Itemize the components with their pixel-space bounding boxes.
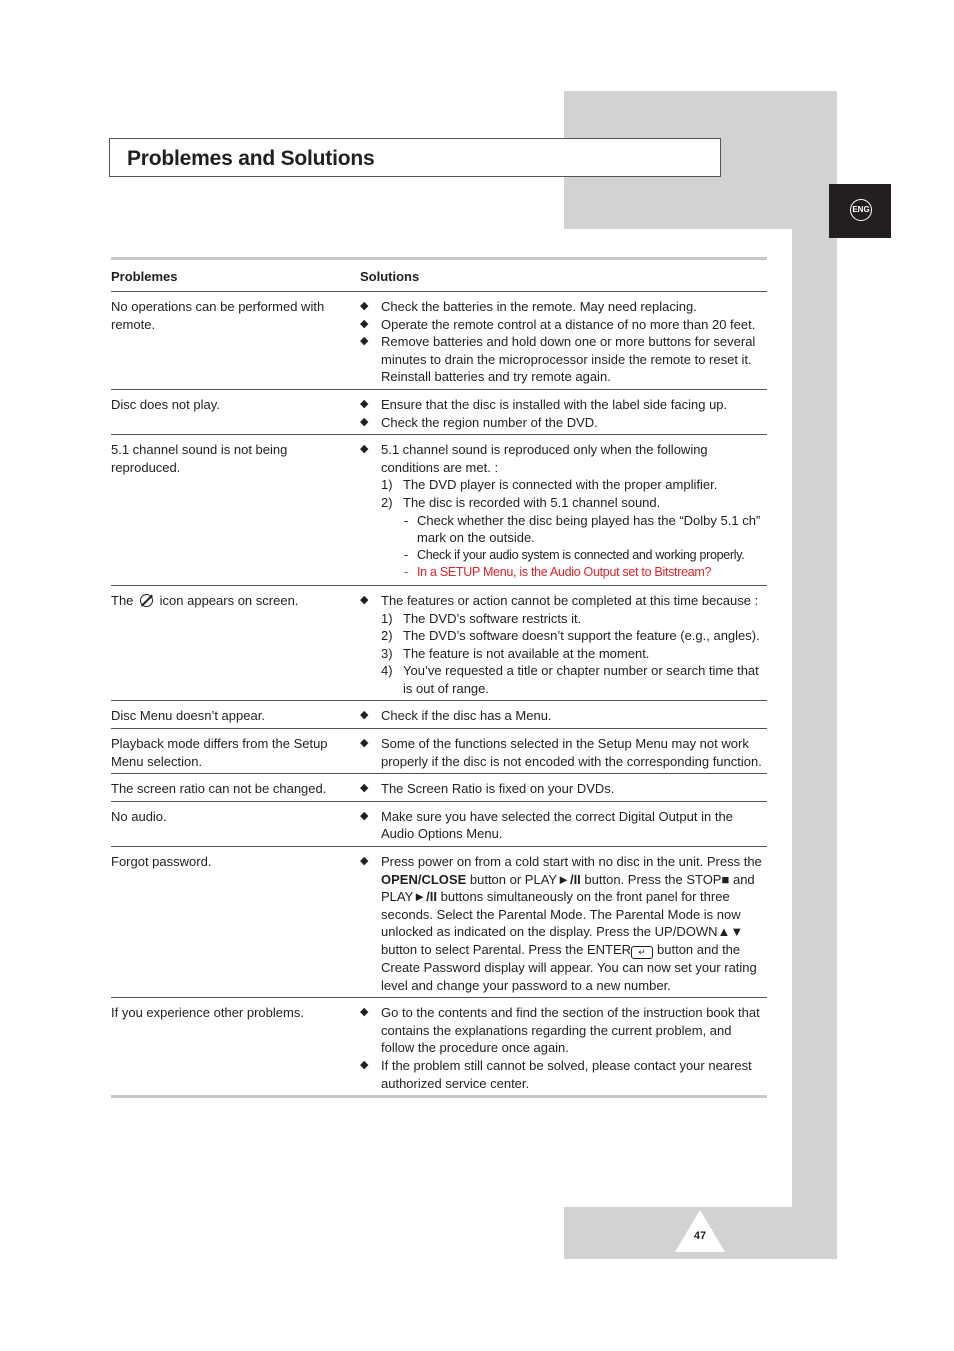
table-row xyxy=(111,998,767,1095)
solution-cell xyxy=(360,441,767,582)
solution-text: Some of the functions selected in the Setup Menu may not work properly if the disc is not encoded with the corresponding function. xyxy=(381,736,762,769)
step-text: You’ve requested a title or chapter number or search time that is out of range. xyxy=(403,663,759,696)
table-row xyxy=(111,701,767,729)
solution-cell xyxy=(360,735,767,770)
table-bottom-rule xyxy=(111,1095,767,1098)
solution-item xyxy=(360,414,767,432)
diamond-bullet-icon: ◆ xyxy=(360,855,369,868)
dash-marker: - xyxy=(404,547,408,562)
solution-cell xyxy=(360,853,767,994)
up-down-arrows-icon: ▲▼ xyxy=(717,924,744,940)
title-box xyxy=(109,138,721,177)
table-row xyxy=(111,435,767,586)
language-label: ENG xyxy=(850,199,872,221)
step-number: 1) xyxy=(381,610,393,626)
numbered-step xyxy=(360,610,767,628)
solution-item xyxy=(360,853,767,994)
text-run: button or PLAY xyxy=(469,871,558,887)
solution-item xyxy=(360,735,767,770)
table-row xyxy=(111,847,767,998)
step-text: The disc is recorded with 5.1 channel sound. xyxy=(403,494,661,510)
table-header xyxy=(111,260,767,292)
play-pause-icon: ►/II xyxy=(557,871,581,887)
check-text: Check whether the disc being played has the “Dolby 5.1 ch” mark on the outside. xyxy=(417,512,761,546)
troubleshooting-table xyxy=(111,257,767,1098)
solution-item xyxy=(360,316,767,334)
problem-text: The xyxy=(111,592,134,608)
table-row xyxy=(111,586,767,702)
page-number: 47 xyxy=(693,1230,707,1242)
table-row xyxy=(111,390,767,435)
solution-text: The features or action cannot be completed at this time because : xyxy=(381,592,759,608)
solution-item xyxy=(360,1004,767,1057)
step-text: The feature is not available at the moment. xyxy=(403,645,650,661)
problem-cell: 5.1 channel sound is not being reproduced. xyxy=(111,442,288,475)
diamond-bullet-icon: ◆ xyxy=(360,809,369,822)
header-problems: Problemes xyxy=(111,269,178,284)
solution-text: Go to the contents and find the section of the instruction book that contains the explanations regarding the current problem, and follow the procedure once again. xyxy=(381,1005,760,1056)
header-solutions: Solutions xyxy=(360,269,420,284)
stop-icon: ■ xyxy=(721,871,730,887)
step-number: 2) xyxy=(381,494,393,510)
step-text: The DVD’s software doesn’t support the feature (e.g., angles). xyxy=(403,628,760,644)
table-row xyxy=(111,292,767,390)
diamond-bullet-icon: ◆ xyxy=(360,1006,369,1019)
step-number: 3) xyxy=(381,645,393,661)
step-text: The DVD’s software restricts it. xyxy=(403,610,582,626)
play-pause-icon: ►/II xyxy=(413,889,437,905)
solution-item xyxy=(360,780,767,798)
diamond-bullet-icon: ◆ xyxy=(360,737,369,750)
text-run: Press power on from a cold start with no disc in the unit. Press the xyxy=(381,854,762,870)
table-row xyxy=(111,802,767,847)
check-item xyxy=(360,547,767,565)
table-row xyxy=(111,774,767,802)
numbered-step xyxy=(360,645,767,663)
problem-cell: Forgot password. xyxy=(111,854,212,870)
problem-cell: If you experience other problems. xyxy=(111,1005,304,1021)
solution-text: Check the batteries in the remote. May need replacing. xyxy=(381,299,697,314)
solution-text: 5.1 channel sound is reproduced only when the following conditions are met. : xyxy=(381,442,708,475)
numbered-step xyxy=(360,662,767,697)
text-run: button and the Create Password display will appear. You can now set your rating level and change your password to a new number. xyxy=(381,942,757,993)
solution-cell xyxy=(360,1004,767,1092)
numbered-step xyxy=(360,627,767,645)
solution-cell xyxy=(360,396,767,431)
check-text: In a SETUP Menu, is the Audio Output set to Bitstream? xyxy=(417,565,712,580)
solution-item xyxy=(360,707,767,725)
enter-key-icon: ↵ xyxy=(631,946,653,959)
solution-item xyxy=(360,1057,767,1092)
solution-text xyxy=(381,854,762,993)
text-run: button. Press the STOP xyxy=(584,871,722,887)
gray-panel-side xyxy=(792,91,837,1259)
check-item xyxy=(360,512,767,547)
solution-text: Remove batteries and hold down one or more buttons for several minutes to drain the microprocessor inside the remote to reset it. Reinstall batteries and try remote again. xyxy=(381,334,756,385)
solution-text: Check if the disc has a Menu. xyxy=(381,708,552,724)
language-tab xyxy=(829,184,891,238)
diamond-bullet-icon: ◆ xyxy=(360,335,369,348)
diamond-bullet-icon: ◆ xyxy=(360,397,369,410)
solution-item xyxy=(360,441,767,476)
text-run: button to select Parental. Press the ENTER xyxy=(381,942,632,957)
diamond-bullet-icon: ◆ xyxy=(360,317,369,330)
diamond-bullet-icon: ◆ xyxy=(360,415,369,428)
problem-cell: Disc Menu doesn’t appear. xyxy=(111,708,265,724)
page-title: Problemes and Solutions xyxy=(127,147,375,170)
diamond-bullet-icon: ◆ xyxy=(360,300,369,312)
step-number: 1) xyxy=(381,477,393,493)
solution-text: If the problem still cannot be solved, please contact your nearest authorized service center. xyxy=(381,1057,752,1091)
step-number: 4) xyxy=(381,663,393,679)
problem-cell: No audio. xyxy=(111,808,167,824)
problem-cell xyxy=(111,592,360,698)
solution-text: Check the region number of the DVD. xyxy=(381,414,598,430)
open-close-label: OPEN/CLOSE xyxy=(381,871,467,887)
solution-item xyxy=(360,333,767,386)
problem-cell: Playback mode differs from the Setup Menu selection. xyxy=(111,736,328,769)
check-item-highlighted xyxy=(360,564,767,582)
numbered-step xyxy=(360,494,767,512)
solution-text: The Screen Ratio is fixed on your DVDs. xyxy=(381,781,615,797)
dash-marker: - xyxy=(404,512,409,528)
solution-cell xyxy=(360,780,767,798)
solution-item xyxy=(360,298,767,316)
numbered-step xyxy=(360,476,767,494)
step-number: 2) xyxy=(381,628,393,644)
solution-item xyxy=(360,808,767,843)
diamond-bullet-icon: ◆ xyxy=(360,1058,369,1071)
text-run: buttons simultaneously on the front panel for three seconds. Select the Parental Mode. The Parental Mode is now unlocked as indicated on the display. Press the UP/DOWN xyxy=(381,889,741,940)
problem-text: icon appears on screen. xyxy=(159,592,299,608)
problem-cell: No operations can be performed with remote. xyxy=(111,299,325,332)
solution-text: Operate the remote control at a distance of no more than 20 feet. xyxy=(381,316,756,332)
problem-cell: The screen ratio can not be changed. xyxy=(111,781,327,797)
text-run: and PLAY xyxy=(381,871,755,905)
diamond-bullet-icon: ◆ xyxy=(360,709,369,722)
solution-cell xyxy=(360,707,767,725)
dash-marker: - xyxy=(404,565,408,580)
solution-item xyxy=(360,592,767,610)
step-text: The DVD player is connected with the proper amplifier. xyxy=(403,477,718,493)
prohibited-icon xyxy=(140,594,153,607)
table-row xyxy=(111,729,767,774)
solution-cell xyxy=(360,808,767,843)
solution-text: Make sure you have selected the correct Digital Output in the Audio Options Menu. xyxy=(381,808,733,842)
diamond-bullet-icon: ◆ xyxy=(360,782,369,795)
diamond-bullet-icon: ◆ xyxy=(360,443,369,456)
solution-text: Ensure that the disc is installed with the label side facing up. xyxy=(381,396,728,412)
check-text: Check if your audio system is connected and working properly. xyxy=(417,547,745,562)
solution-cell xyxy=(360,298,767,386)
solution-item xyxy=(360,396,767,414)
problem-cell: Disc does not play. xyxy=(111,396,220,412)
diamond-bullet-icon: ◆ xyxy=(360,593,369,606)
solution-cell xyxy=(360,592,767,698)
